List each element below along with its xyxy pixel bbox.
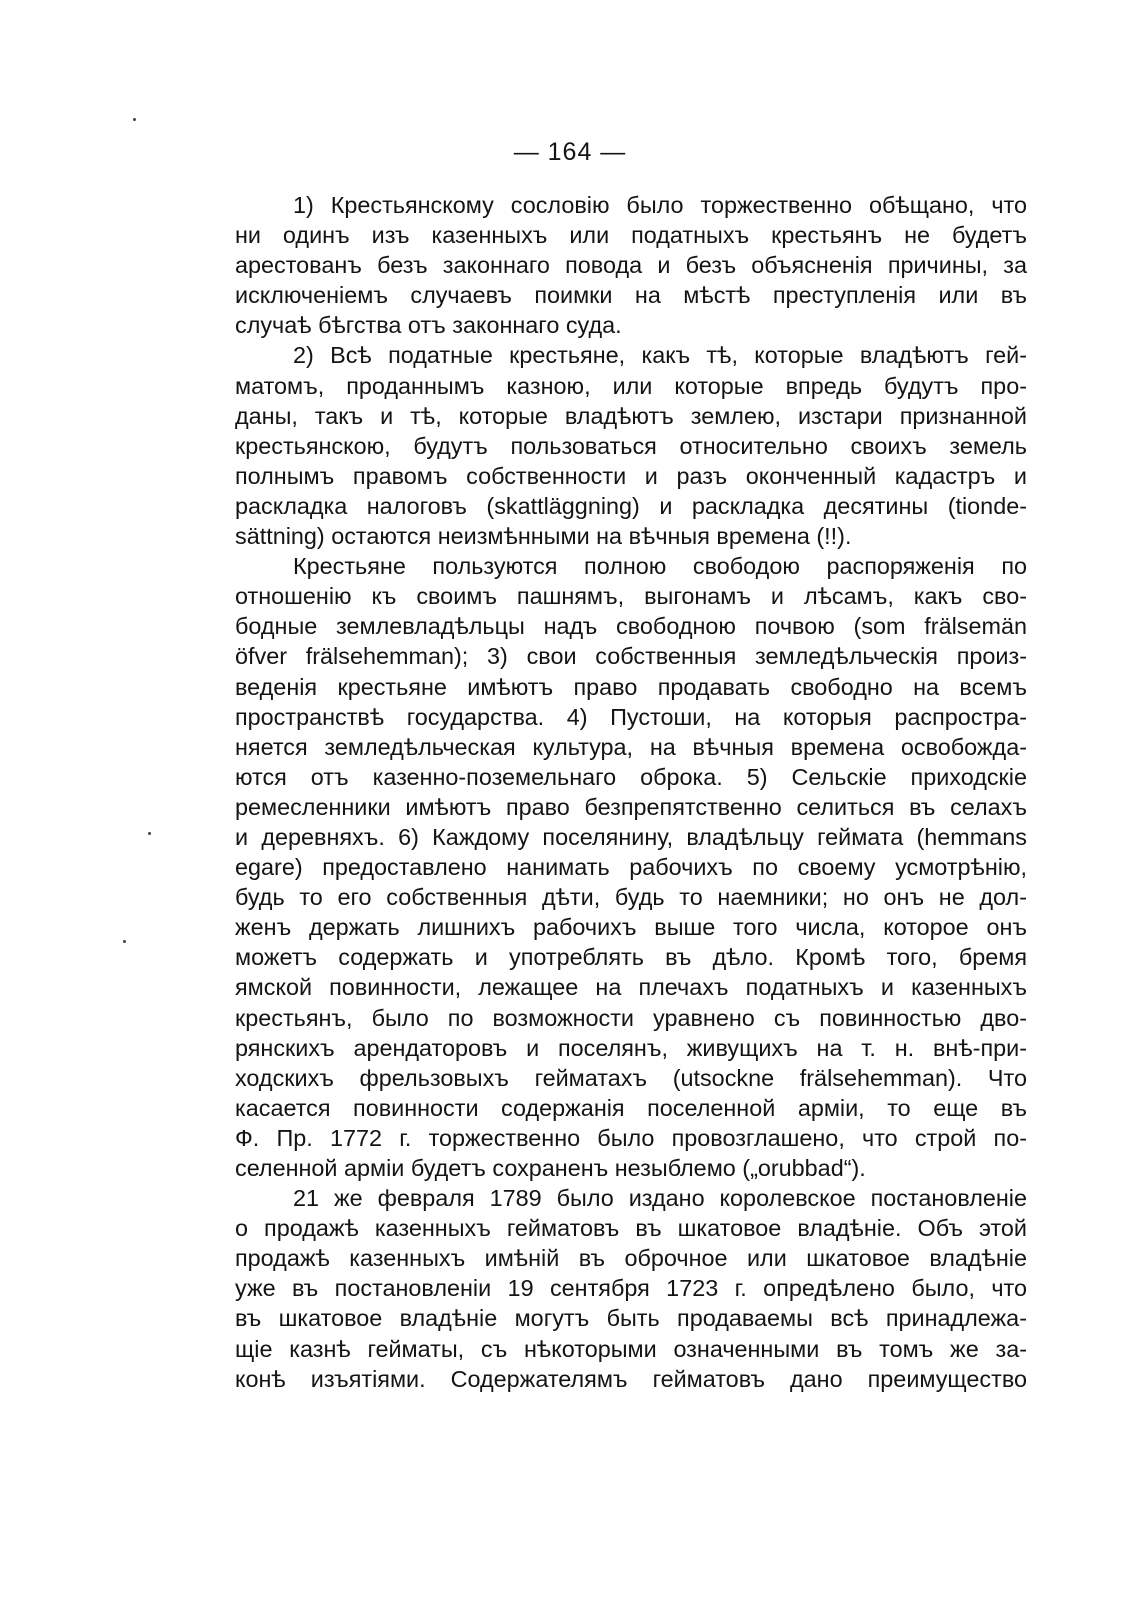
text-line: ются отъ казенно-поземельнаго оброка. 5) Сельскіе приходскіе	[235, 763, 1027, 790]
text-line: ходскихъ фрельзовыхъ гейматахъ (utsockne frälsehemman). Что	[235, 1064, 1027, 1091]
text-line: арестованъ безъ законнаго повода и безъ объясненія причины, за	[235, 252, 1027, 279]
page-number: — 164 —	[513, 138, 627, 166]
text-line: 21 же февраля 1789 было издано королевское постановленіе	[293, 1185, 1027, 1212]
text-line: 2) Всѣ податные крестьяне, какъ тѣ, которые владѣютъ гей-	[293, 342, 1027, 369]
text-line: раскладка налоговъ (skattläggning) и раскладка десятины (tionde-	[235, 492, 1027, 519]
text-line: матомъ, проданнымъ казною, или которые впредь будутъ про-	[235, 372, 1027, 399]
text-line: женъ держать лишнихъ рабочихъ выше того числа, которое онъ	[235, 914, 1027, 941]
text-line: продажѣ казенныхъ имѣній въ оброчное или шкатовое владѣніе	[235, 1245, 1027, 1272]
scan-speck	[123, 940, 126, 943]
text-line: Ф. Пр. 1772 г. торжественно было провозглашено, что строй по-	[235, 1124, 1027, 1151]
text-line: будь то его собственныя дѣти, будь то наемники; но онъ не дол-	[235, 884, 1027, 911]
text-line: няется земледѣльческая культура, на вѣчныя времена освобожда-	[235, 733, 1027, 760]
text-line: пространствѣ государства. 4) Пустоши, на которыя распростра-	[235, 703, 1027, 730]
text-line: исключеніемъ случаевъ поимки на мѣстѣ преступленія или въ	[235, 282, 1027, 309]
text-line: щіе казнѣ гейматы, съ нѣкоторыми означенными въ томъ же за-	[235, 1335, 1027, 1362]
text-line: случаѣ бѣгства отъ законнаго суда.	[235, 312, 622, 339]
text-line: бодные землевладѣльцы надъ свободною почвою (som frälsemän	[235, 613, 1027, 640]
text-line: веденія крестьяне имѣютъ право продавать свободно на всемъ	[235, 673, 1027, 700]
text-line: öfver frälsehemman); 3) свои собственныя земледѣльческія произ-	[235, 643, 1027, 670]
text-line: можетъ содержать и употреблять въ дѣло. Кромѣ того, бремя	[235, 944, 1027, 971]
text-line: и деревняхъ. 6) Каждому поселянину, владѣльцу геймата (hemmans	[235, 823, 1027, 850]
text-line: 1) Крестьянскому сословію было торжественно обѣщано, что	[293, 192, 1027, 218]
text-line: уже въ постановленіи 19 сентября 1723 г. опредѣлено было, что	[235, 1275, 1027, 1302]
text-line: ямской повинности, лежащее на плечахъ податныхъ и казенныхъ	[235, 974, 1027, 1001]
text-line: рянскихъ арендаторовъ и поселянъ, живущихъ на т. н. внѣ-при-	[235, 1034, 1027, 1061]
text-line: ни одинъ изъ казенныхъ или податныхъ крестьянъ не будетъ	[235, 222, 1027, 249]
scan-speck	[133, 118, 136, 121]
text-line: селенной арміи будетъ сохраненъ незыблемо („orubbad“).	[235, 1155, 866, 1181]
text-line: ремесленники имѣютъ право безпрепятственно селиться въ селахъ	[235, 793, 1027, 820]
text-line: конѣ изъятіями. Содержателямъ гейматовъ дано преимущество	[235, 1365, 1027, 1392]
text-line: Крестьяне пользуются полною свободою распоряженія по	[293, 553, 1027, 580]
text-line: отношенію къ своимъ пашнямъ, выгонамъ и лѣсамъ, какъ сво-	[235, 583, 1027, 610]
text-line: о продажѣ казенныхъ гейматовъ въ шкатовое владѣніе. Объ этой	[235, 1215, 1027, 1242]
text-line: sättning) остаются неизмѣнными на вѣчныя времена (!!).	[235, 523, 852, 550]
text-line: полнымъ правомъ собственности и разъ оконченный кадастръ и	[235, 462, 1027, 489]
text-line: крестьянъ, было по возможности уравнено съ повинностью дво-	[235, 1004, 1027, 1031]
scan-speck	[148, 832, 151, 835]
text-line: egare) предоставлено нанимать рабочихъ по своему усмотрѣнію,	[235, 854, 1027, 881]
body-text	[235, 190, 1027, 1394]
text-line: крестьянскою, будутъ пользоваться относительно своихъ земель	[235, 432, 1027, 459]
text-line: касается повинности содержанія поселенной арміи, то еще въ	[235, 1094, 1027, 1121]
text-line: въ шкатовое владѣніе могутъ быть продаваемы всѣ принадлежа-	[235, 1305, 1027, 1332]
text-line: даны, такъ и тѣ, которые владѣютъ землею, изстари признанной	[235, 402, 1027, 429]
